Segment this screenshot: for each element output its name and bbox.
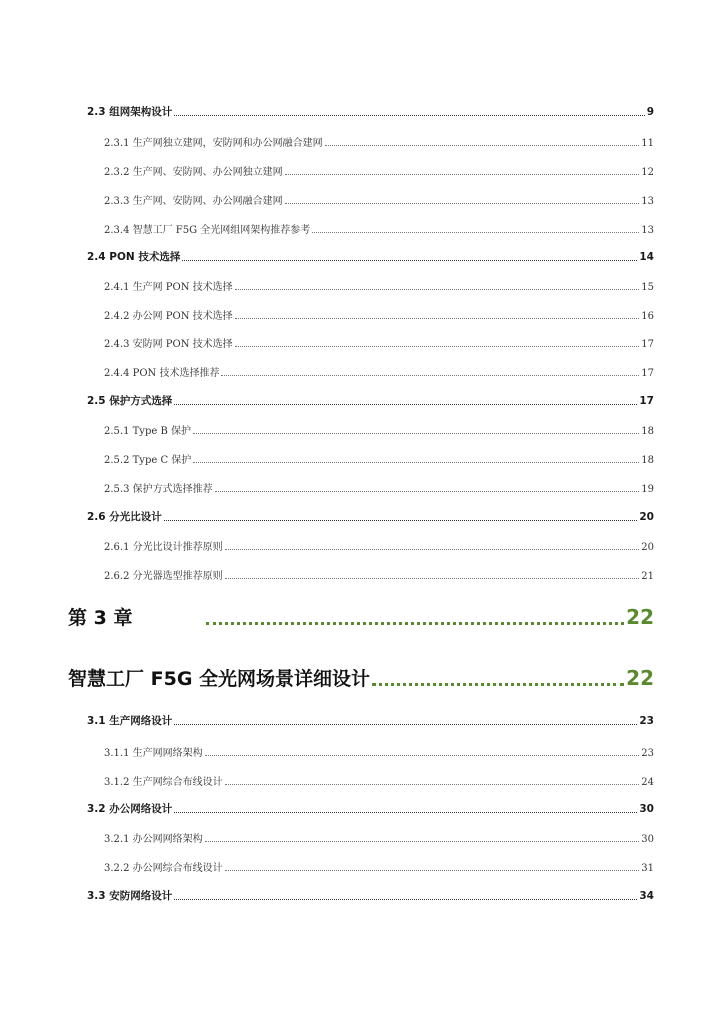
toc-leader-dots [174,713,637,728]
toc-entry-3.2.1[interactable] [104,830,654,845]
toc-entry-2.4.2[interactable] [104,307,654,322]
toc-entry-3.1[interactable] [87,713,654,728]
toc-leader-dots [205,744,640,759]
toc-page-number: 20 [641,542,654,553]
toc-leader-dots [215,480,640,495]
toc-entry-title: 3.2.2 办公网综合布线设计 [104,863,223,874]
toc-page-number: 19 [641,484,654,495]
toc-entry-title: 2.3.4 智慧工厂 F5G 全光网组网架构推荐参考 [104,225,311,236]
toc-leader-dots [225,773,640,788]
toc-leader-dots [225,567,640,582]
toc-entry-2.5.2[interactable] [104,451,654,466]
toc-entry-2.6[interactable] [87,509,654,524]
toc-leader-dots [205,830,640,845]
toc-entry-title: 2.5.3 保护方式选择推荐 [104,484,213,495]
toc-page-number: 34 [639,890,654,902]
toc-entry-title: 3.1.1 生产网网络架构 [104,748,203,759]
toc-entry-title: 3.2.1 办公网网络架构 [104,834,203,845]
toc-leader-dots [174,801,637,816]
toc-entry-title: 2.3.1 生产网独立建网，安防网和办公网融合建网 [104,138,323,149]
toc-page-number: 31 [641,863,654,874]
toc-entry-2.3.3[interactable] [104,192,654,207]
toc-page-number: 30 [641,834,654,845]
toc-page-number: 18 [641,426,654,437]
toc-entry-3.3[interactable] [87,888,654,903]
toc-entry-chapter-title[interactable] [68,664,654,691]
toc-page-number: 17 [639,395,654,407]
toc-page-number: 16 [641,311,654,322]
toc-page-number: 23 [639,715,654,727]
toc-page-number: 9 [646,106,654,118]
toc-entry-title: 3.1.2 生产网综合布线设计 [104,777,223,788]
toc-page-number: 17 [641,339,654,350]
toc-entry-title: 第 3 章 [68,607,133,629]
toc-entry-2.4[interactable] [87,249,654,264]
toc-leader-dots [372,664,624,691]
toc-leader-dots [182,249,637,264]
toc-leader-dots [206,603,624,630]
toc-entry-2.3.1[interactable] [104,134,654,149]
toc-leader-dots [225,859,640,874]
toc-entry-title: 2.4.3 安防网 PON 技术选择 [104,339,233,350]
toc-page-number: 13 [641,225,654,236]
toc-entry-2.6.2[interactable] [104,567,654,582]
toc-entry-title: 2.3.2 生产网、安防网、办公网独立建网 [104,167,283,178]
toc-leader-dots [325,134,640,149]
toc-entry-3.2[interactable] [87,801,654,816]
toc-entry-title: 2.4.2 办公网 PON 技术选择 [104,311,233,322]
toc-leader-dots [235,335,640,350]
toc-page-number: 14 [639,251,654,263]
toc-leader-dots [174,104,644,119]
toc-entry-title: 2.3.3 生产网、安防网、办公网融合建网 [104,196,283,207]
toc-entry-title: 2.4 PON 技术选择 [87,251,181,263]
toc-leader-dots [285,192,640,207]
toc-entry-2.3[interactable] [87,104,654,119]
toc-leader-dots [235,307,640,322]
toc-page-number: 17 [641,368,654,379]
toc-entry-2.4.3[interactable] [104,335,654,350]
toc-entry-title: 2.6.2 分光器选型推荐原则 [104,571,223,582]
toc-leader-dots [193,451,639,466]
toc-page-number: 18 [641,455,654,466]
toc-entry-2.4.4[interactable] [104,364,654,379]
toc-entry-2.5.3[interactable] [104,480,654,495]
toc-entry-3.2.2[interactable] [104,859,654,874]
toc-entry-title: 2.6 分光比设计 [87,511,162,523]
toc-entry-title: 2.4.4 PON 技术选择推荐 [104,368,220,379]
toc-leader-dots [174,888,637,903]
toc-entry-title: 智慧工厂 F5G 全光网场景详细设计 [68,668,371,690]
toc-entry-2.4.1[interactable] [104,278,654,293]
toc-leader-dots [285,163,640,178]
toc-leader-dots [225,538,640,553]
toc-page-number: 11 [641,138,654,149]
toc-entry-title: 3.1 生产网络设计 [87,715,173,727]
toc-page-number: 30 [639,803,654,815]
toc-leader-dots [312,221,639,236]
toc-entry-2.3.2[interactable] [104,163,654,178]
toc-leader-dots [164,509,638,524]
toc-entry-title: 2.5 保护方式选择 [87,395,173,407]
toc-leader-dots [174,393,637,408]
toc-page-number: 22 [626,605,654,629]
toc-entry-title: 2.3 组网架构设计 [87,106,173,118]
toc-entry-title: 2.6.1 分光比设计推荐原则 [104,542,223,553]
toc-entry-2.5[interactable] [87,393,654,408]
toc-entry-3.1.2[interactable] [104,773,654,788]
toc-page-number: 24 [641,777,654,788]
toc-page-number: 23 [641,748,654,759]
toc-leader-dots [221,364,639,379]
toc-entry-2.3.4[interactable] [104,221,654,236]
toc-entry-2.5.1[interactable] [104,422,654,437]
toc-page-number: 20 [639,511,654,523]
toc-leader-dots [193,422,639,437]
toc-entry-title: 3.3 安防网络设计 [87,890,173,902]
toc-entry-title: 2.5.1 Type B 保护 [104,426,191,437]
toc-page-number: 22 [626,666,654,690]
toc-entry-第-3-章[interactable] [68,603,654,630]
toc-entry-title: 3.2 办公网络设计 [87,803,173,815]
toc-entry-title: 2.5.2 Type C 保护 [104,455,192,466]
toc-page-number: 21 [641,571,654,582]
toc-entry-title: 2.4.1 生产网 PON 技术选择 [104,282,233,293]
toc-page-number: 13 [641,196,654,207]
toc-leader-dots [235,278,640,293]
toc-entry-2.6.1[interactable] [104,538,654,553]
toc-page-number: 15 [641,282,654,293]
toc-entry-3.1.1[interactable] [104,744,654,759]
toc-page-number: 12 [641,167,654,178]
